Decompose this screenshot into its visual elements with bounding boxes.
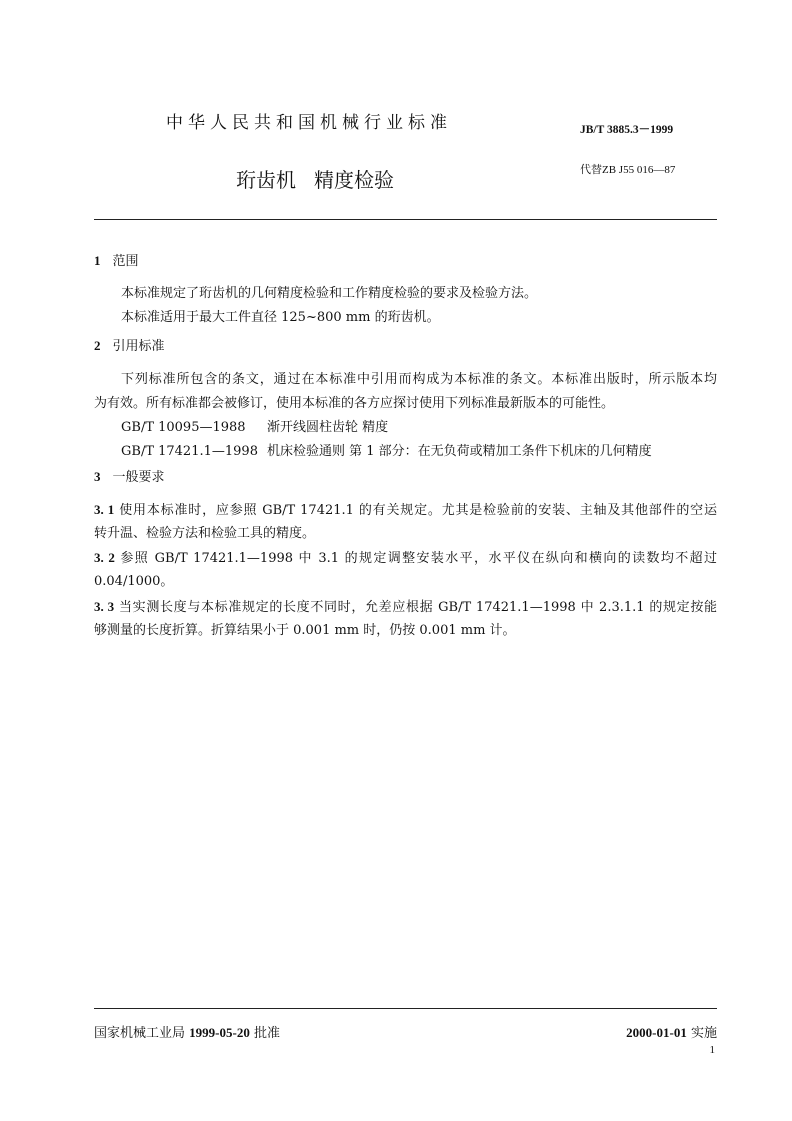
standard-title: 中华人民共和国机械行业标准 bbox=[166, 113, 452, 133]
section-1-heading bbox=[94, 254, 139, 268]
document-title-part2: 精度检验 bbox=[314, 168, 394, 192]
reference-item bbox=[121, 445, 652, 458]
replaces-standard: 代替ZB J55 016—87 bbox=[580, 164, 676, 176]
footer-effective bbox=[626, 1022, 717, 1041]
document-title-part1: 珩齿机 bbox=[236, 168, 296, 192]
approve-date: 1999-05-20 bbox=[189, 1025, 250, 1040]
reference-title: 渐开线圆柱齿轮 精度 bbox=[267, 420, 389, 435]
clause-3-1-line-1 bbox=[94, 503, 717, 517]
section-3-heading bbox=[94, 470, 165, 484]
reference-item bbox=[121, 421, 388, 434]
section-1-paragraph-1: 本标准规定了珩齿机的几何精度检验和工作精度检验的要求及检验方法。 bbox=[121, 286, 538, 301]
section-title: 一般要求 bbox=[112, 470, 165, 485]
document-title bbox=[236, 164, 394, 193]
footer-divider bbox=[94, 1008, 717, 1009]
approve-label: 批准 bbox=[253, 1026, 280, 1041]
clause-3-3-line-2: 够测量的长度折算。折算结果小于 0.001 mm 时，仍按 0.001 mm 计。 bbox=[94, 623, 516, 638]
page-number: 1 bbox=[709, 1044, 715, 1056]
section-1-paragraph-2: 本标准适用于最大工件直径 125~800 mm 的珩齿机。 bbox=[121, 310, 440, 325]
section-number: 3 bbox=[94, 469, 101, 484]
clause-text: 使用本标准时，应参照 GB/T 17421.1 的有关规定。尤其是检验前的安装、主轴及其他部件的空运 bbox=[119, 503, 717, 518]
section-title: 引用标准 bbox=[112, 339, 165, 354]
reference-code: GB/T 10095—1988 bbox=[121, 420, 246, 435]
clause-number: 3. 1 bbox=[94, 502, 115, 517]
clause-3-2-line-1 bbox=[94, 551, 717, 565]
section-number: 1 bbox=[94, 253, 101, 268]
header-divider bbox=[94, 219, 717, 220]
clause-3-1-line-2: 转升温、检验方法和检验工具的精度。 bbox=[94, 526, 316, 541]
effective-label: 实施 bbox=[690, 1026, 717, 1041]
clause-text: 参照 GB/T 17421.1—1998 中 3.1 的规定调整安装水平，水平仪在纵向和横向的读数均不超过 bbox=[120, 551, 718, 566]
clause-number: 3. 3 bbox=[94, 599, 115, 614]
clause-3-3-line-1 bbox=[94, 600, 717, 614]
section-2-paragraph-line-1: 下列标准所包含的条文，通过在本标准中引用而构成为本标准的条文。本标准出版时，所示版本均 bbox=[121, 372, 717, 387]
clause-3-2-line-2: 0.04/1000。 bbox=[94, 574, 174, 589]
section-title: 范围 bbox=[112, 254, 139, 269]
reference-code: GB/T 17421.1—1998 bbox=[121, 444, 258, 459]
effective-date: 2000-01-01 bbox=[626, 1025, 687, 1040]
section-2-heading bbox=[94, 339, 165, 353]
standard-code: JB/T 3885.3－1999 bbox=[580, 124, 674, 136]
clause-number: 3. 2 bbox=[94, 550, 115, 565]
clause-text: 当实测长度与本标准规定的长度不同时，允差应根据 GB/T 17421.1—1998 中 2.3.1.1 的规定按能 bbox=[118, 600, 717, 615]
footer-approval bbox=[94, 1022, 280, 1041]
section-2-paragraph-line-2: 为有效。所有标准都会被修订，使用本标准的各方应探讨使用下列标准最新版本的可能性。 bbox=[94, 396, 615, 411]
reference-title: 机床检验通则 第 1 部分：在无负荷或精加工条件下机床的几何精度 bbox=[267, 444, 652, 459]
issuer: 国家机械工业局 bbox=[94, 1026, 186, 1041]
section-number: 2 bbox=[94, 338, 101, 353]
